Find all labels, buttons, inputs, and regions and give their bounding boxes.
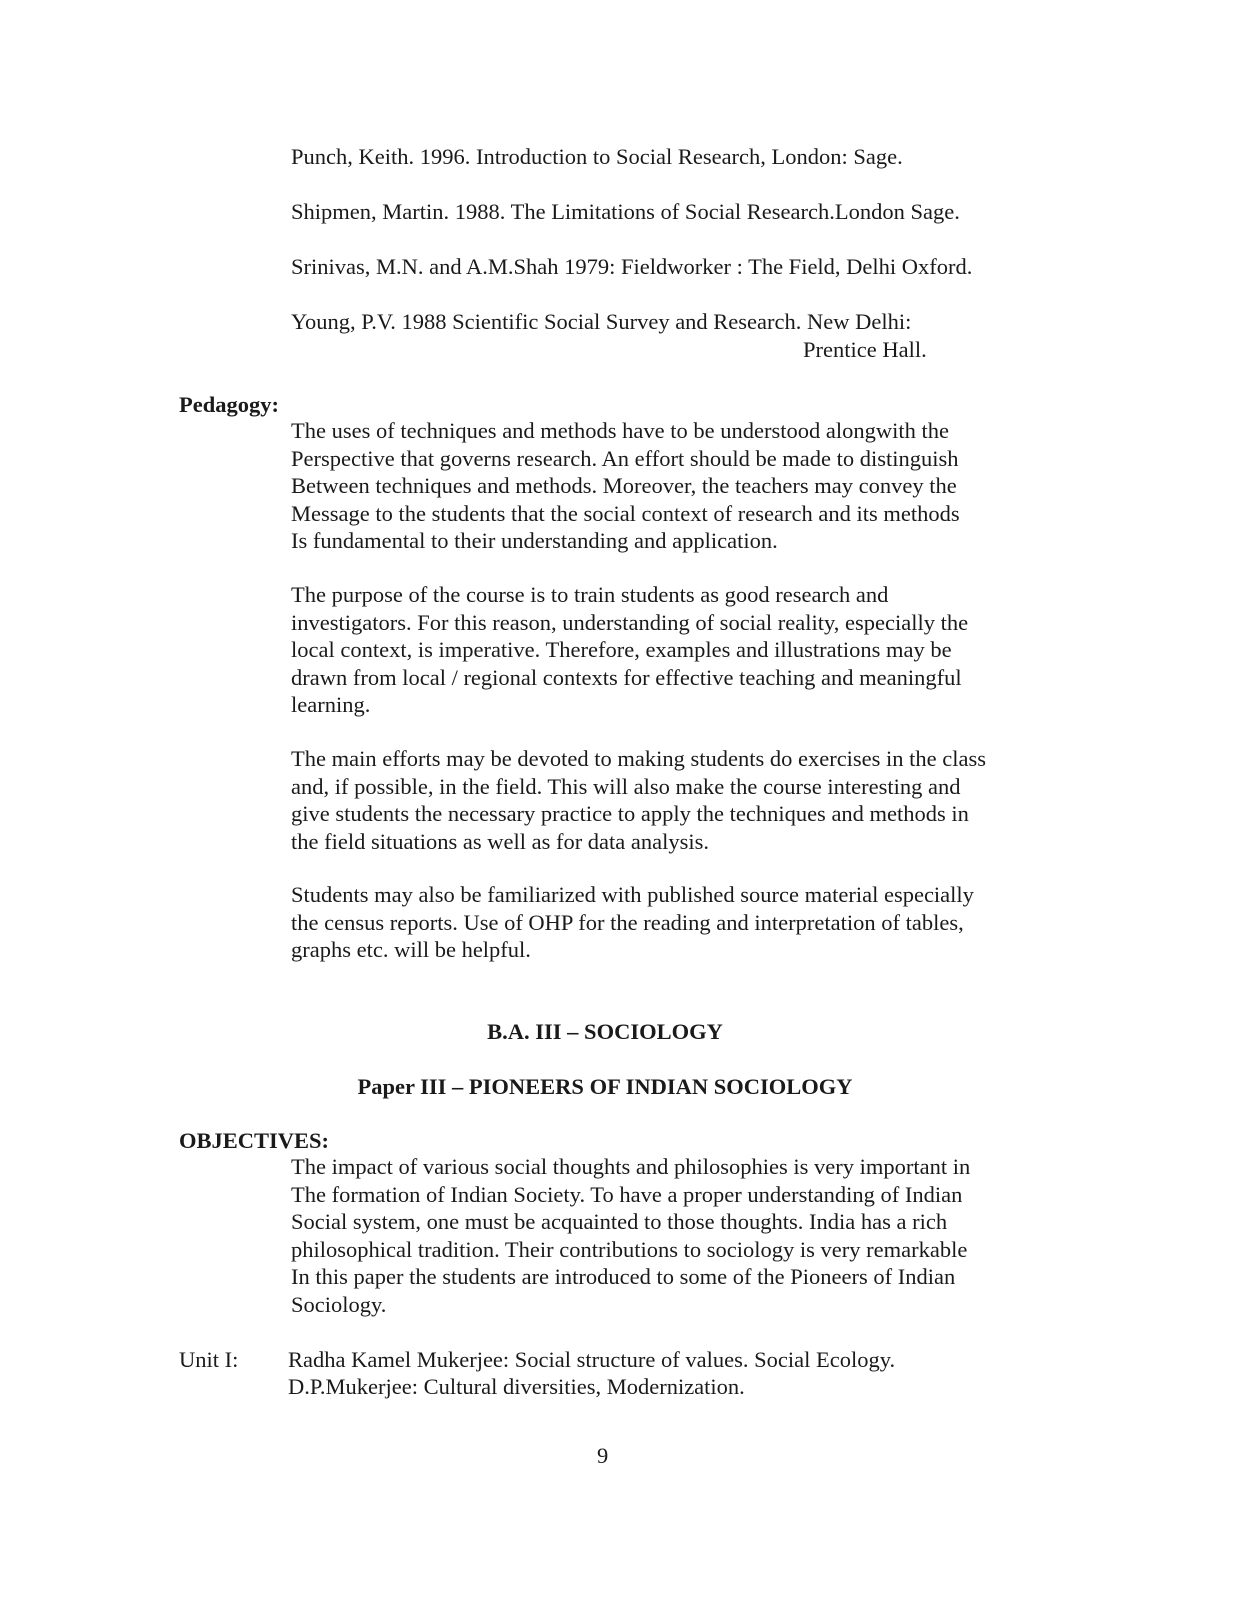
paragraph-line: and, if possible, in the field. This will also make the course interesting and [291,773,961,799]
paper-title: Paper III – PIONEERS OF INDIAN SOCIOLOGY [357,1074,853,1099]
pedagogy-paragraph-4 [291,881,1051,964]
paragraph-line: learning. [291,692,371,717]
pedagogy-paragraph-3 [291,745,1051,855]
paragraph-line: The formation of Indian Society. To have a proper understanding of Indian [291,1181,963,1207]
unit-1-label: Unit I: [179,1347,239,1372]
pedagogy-paragraph-1 [291,417,1051,555]
reference-young: Young, P.V. 1988 Scientific Social Survey and Research. New Delhi: [291,309,912,334]
paragraph-line: The purpose of the course is to train students as good research and [291,582,889,607]
paragraph-line: Social system, one must be acquainted to those thoughts. India has a rich [291,1209,948,1234]
pedagogy-paragraph-2 [291,581,1051,719]
unit-1-line-2: D.P.Mukerjee: Cultural diversities, Modernization. [288,1374,745,1399]
paragraph-line: The main efforts may be devoted to making students do exercises in the class [291,746,987,771]
paragraph-line: In this paper the students are introduced to some of the Pioneers of Indian [291,1264,956,1289]
reference-punch: Punch, Keith. 1996. Introduction to Social Research, London: Sage. [291,144,903,169]
paragraph-line: Perspective that governs research. An effort should be made to distinguish [291,445,959,471]
page-number: 9 [597,1443,609,1468]
pedagogy-heading: Pedagogy: [179,392,279,417]
paragraph-line: philosophical tradition. Their contributions to sociology is very remarkable [291,1236,968,1262]
reference-shipmen: Shipmen, Martin. 1988. The Limitations of Social Research.London Sage. [291,199,960,224]
paragraph-line: Students may also be familiarized with published source material especially [291,882,974,907]
paragraph-line: give students the necessary practice to apply the techniques and methods in [291,801,969,826]
paragraph-line: Is fundamental to their understanding and application. [291,528,778,553]
paragraph-line: The uses of techniques and methods have to be understood alongwith the [291,418,949,443]
paragraph-line: local context, is imperative. Therefore, examples and illustrations may be [291,637,952,662]
unit-1-line-1: Radha Kamel Mukerjee: Social structure of values. Social Ecology. [288,1347,896,1372]
paragraph-line: investigators. For this reason, understanding of social reality, especially the [291,609,969,635]
objectives-paragraph [291,1153,1051,1318]
paragraph-line: The impact of various social thoughts and philosophies is very important in [291,1154,971,1179]
paragraph-line: Sociology. [291,1291,387,1317]
paragraph-line: the field situations as well as for data analysis. [291,828,710,854]
course-title: B.A. III – SOCIOLOGY [487,1019,723,1044]
paragraph-line: Between techniques and methods. Moreover, the teachers may convey the [291,473,957,498]
reference-young-publisher: Prentice Hall. [803,337,927,362]
paragraph-line: Message to the students that the social context of research and its methods [291,500,960,526]
paragraph-line: graphs etc. will be helpful. [291,937,531,962]
objectives-heading: OBJECTIVES: [179,1128,330,1153]
paragraph-line: drawn from local / regional contexts for effective teaching and meaningful [291,664,962,690]
reference-srinivas: Srinivas, M.N. and A.M.Shah 1979: Fieldworker : The Field, Delhi Oxford. [291,254,973,279]
paragraph-line: the census reports. Use of OHP for the reading and interpretation of tables, [291,909,964,935]
